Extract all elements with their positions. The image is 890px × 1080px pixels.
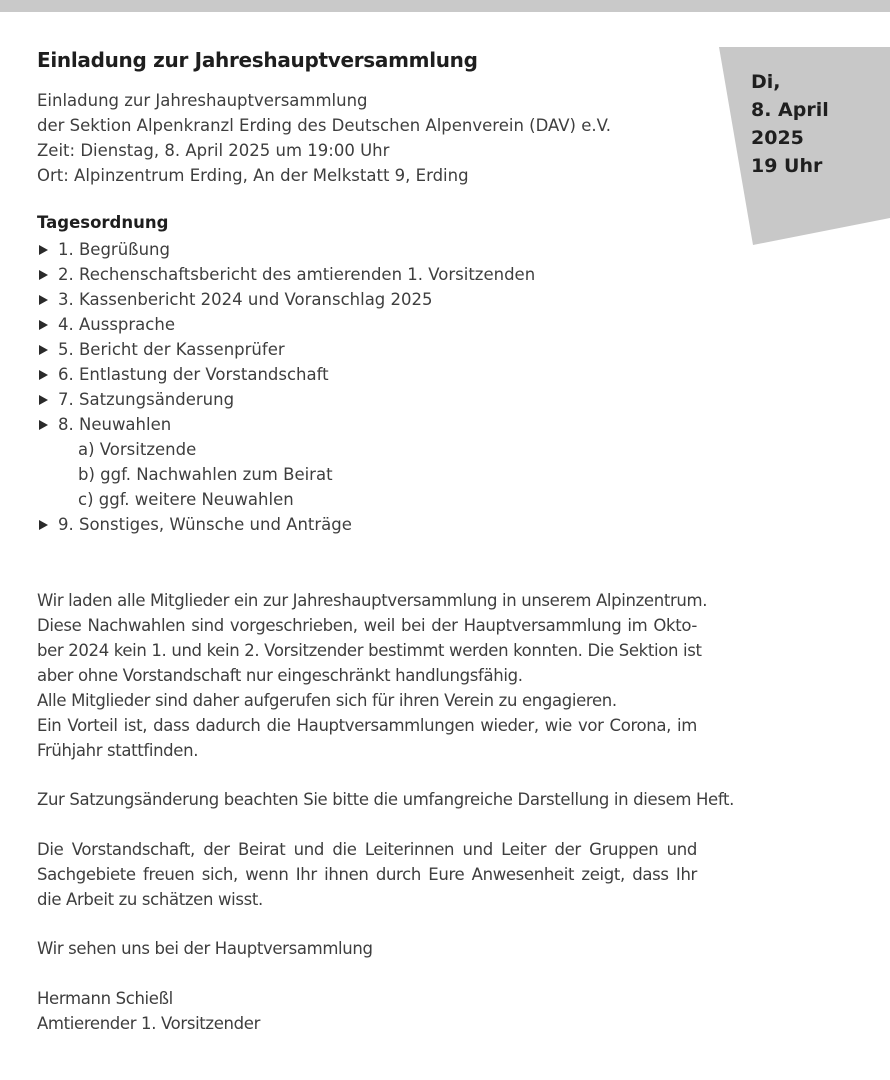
agenda-item-label: 7. Satzungsänderung bbox=[58, 390, 235, 409]
agenda-item-label: 3. Kassenbericht 2024 und Voranschlag 2025 bbox=[58, 290, 433, 309]
body-paragraph-3 bbox=[37, 837, 697, 912]
bullet-triangle-icon bbox=[39, 270, 48, 280]
bullet-triangle-icon bbox=[39, 395, 48, 405]
body-paragraph-4 bbox=[37, 936, 697, 961]
body-line: Alle Mitglieder sind daher aufgerufen sich für ihren Verein zu engagieren. bbox=[37, 691, 617, 710]
agenda-item bbox=[37, 362, 535, 387]
agenda-item bbox=[37, 337, 535, 362]
agenda-item bbox=[37, 412, 535, 437]
intro-line: der Sektion Alpenkranzl Erding des Deutschen Alpenverein (DAV) e.V. bbox=[37, 116, 612, 135]
body-paragraph-1 bbox=[37, 588, 708, 763]
agenda-item-label: 6. Entlastung der Vorstandschaft bbox=[58, 365, 329, 384]
bullet-triangle-icon bbox=[39, 295, 48, 305]
intro-line: Zeit: Dienstag, 8. April 2025 um 19:00 Uhr bbox=[37, 141, 390, 160]
body-line: Zur Satzungsänderung beachten Sie bitte die umfangreiche Darstellung in diesem Heft. bbox=[37, 790, 735, 809]
agenda-item bbox=[37, 312, 535, 337]
agenda-item bbox=[37, 512, 535, 537]
page-title: Einladung zur Jahreshauptversammlung bbox=[37, 48, 478, 72]
agenda-item bbox=[37, 287, 535, 312]
date-badge-time: 19 Uhr bbox=[751, 155, 823, 177]
bullet-triangle-icon bbox=[39, 370, 48, 380]
agenda-item-label: 2. Rechenschaftsbericht des amtierenden 1. Vorsitzenden bbox=[58, 265, 536, 284]
agenda-item-label: 4. Aussprache bbox=[58, 315, 175, 334]
body-line: Diese Nachwahlen sind vorgeschrieben, weil bei der Hauptversammlung im Okto- bbox=[37, 616, 697, 635]
signature-role: Amtierender 1. Vorsitzender bbox=[37, 1014, 261, 1033]
signature-name: Hermann Schießl bbox=[37, 989, 173, 1008]
body-line: Wir sehen uns bei der Hauptversammlung bbox=[37, 939, 373, 958]
agenda-subitem: a) Vorsitzende bbox=[78, 440, 197, 459]
date-badge-year: 2025 bbox=[751, 127, 804, 149]
intro-line: Ort: Alpinzentrum Erding, An der Melkstatt 9, Erding bbox=[37, 166, 469, 185]
body-line: die Arbeit zu schätzen wisst. bbox=[37, 890, 263, 909]
agenda-item-label: 1. Begrüßung bbox=[58, 240, 170, 259]
signature-block bbox=[37, 986, 697, 1036]
body-line: Die Vorstandschaft, der Beirat und die Leiterinnen und Leiter der Gruppen und bbox=[37, 840, 697, 859]
body-line: Wir laden alle Mitglieder ein zur Jahreshauptversammlung in unserem Alpinzentrum. bbox=[37, 591, 708, 610]
intro-block bbox=[37, 88, 611, 188]
body-line: Ein Vorteil ist, dass dadurch die Hauptversammlungen wieder, wie vor Corona, im bbox=[37, 716, 697, 735]
agenda-item-label: 9. Sonstiges, Wünsche und Anträge bbox=[58, 515, 352, 534]
agenda-item-label: 8. Neuwahlen bbox=[58, 415, 172, 434]
agenda-list bbox=[37, 237, 535, 537]
bullet-triangle-icon bbox=[39, 345, 48, 355]
bullet-triangle-icon bbox=[39, 320, 48, 330]
body-line: aber ohne Vorstandschaft nur eingeschränkt handlungsfähig. bbox=[37, 666, 523, 685]
body-line: Frühjahr stattfinden. bbox=[37, 741, 199, 760]
bullet-triangle-icon bbox=[39, 245, 48, 255]
body-line: Sachgebiete freuen sich, wenn Ihr ihnen durch Eure Anwesenheit zeigt, dass Ihr bbox=[37, 865, 697, 884]
bullet-triangle-icon bbox=[39, 520, 48, 530]
intro-line: Einladung zur Jahreshauptversammlung bbox=[37, 91, 368, 110]
agenda-heading: Tagesordnung bbox=[37, 213, 169, 232]
bullet-triangle-icon bbox=[39, 420, 48, 430]
date-badge-date: 8. April bbox=[751, 99, 829, 121]
date-badge-weekday: Di, bbox=[751, 71, 781, 93]
agenda-item-label: 5. Bericht der Kassenprüfer bbox=[58, 340, 285, 359]
body-paragraph-2 bbox=[37, 787, 735, 812]
body-line: ber 2024 kein 1. und kein 2. Vorsitzender bestimmt werden konnten. Die Sektion ist bbox=[37, 641, 702, 660]
agenda-item bbox=[37, 237, 535, 262]
agenda-subitem: c) ggf. weitere Neuwahlen bbox=[78, 490, 294, 509]
date-badge bbox=[751, 68, 829, 180]
agenda-subitem: b) ggf. Nachwahlen zum Beirat bbox=[78, 465, 333, 484]
agenda-item bbox=[37, 387, 535, 412]
agenda-item bbox=[37, 262, 535, 287]
